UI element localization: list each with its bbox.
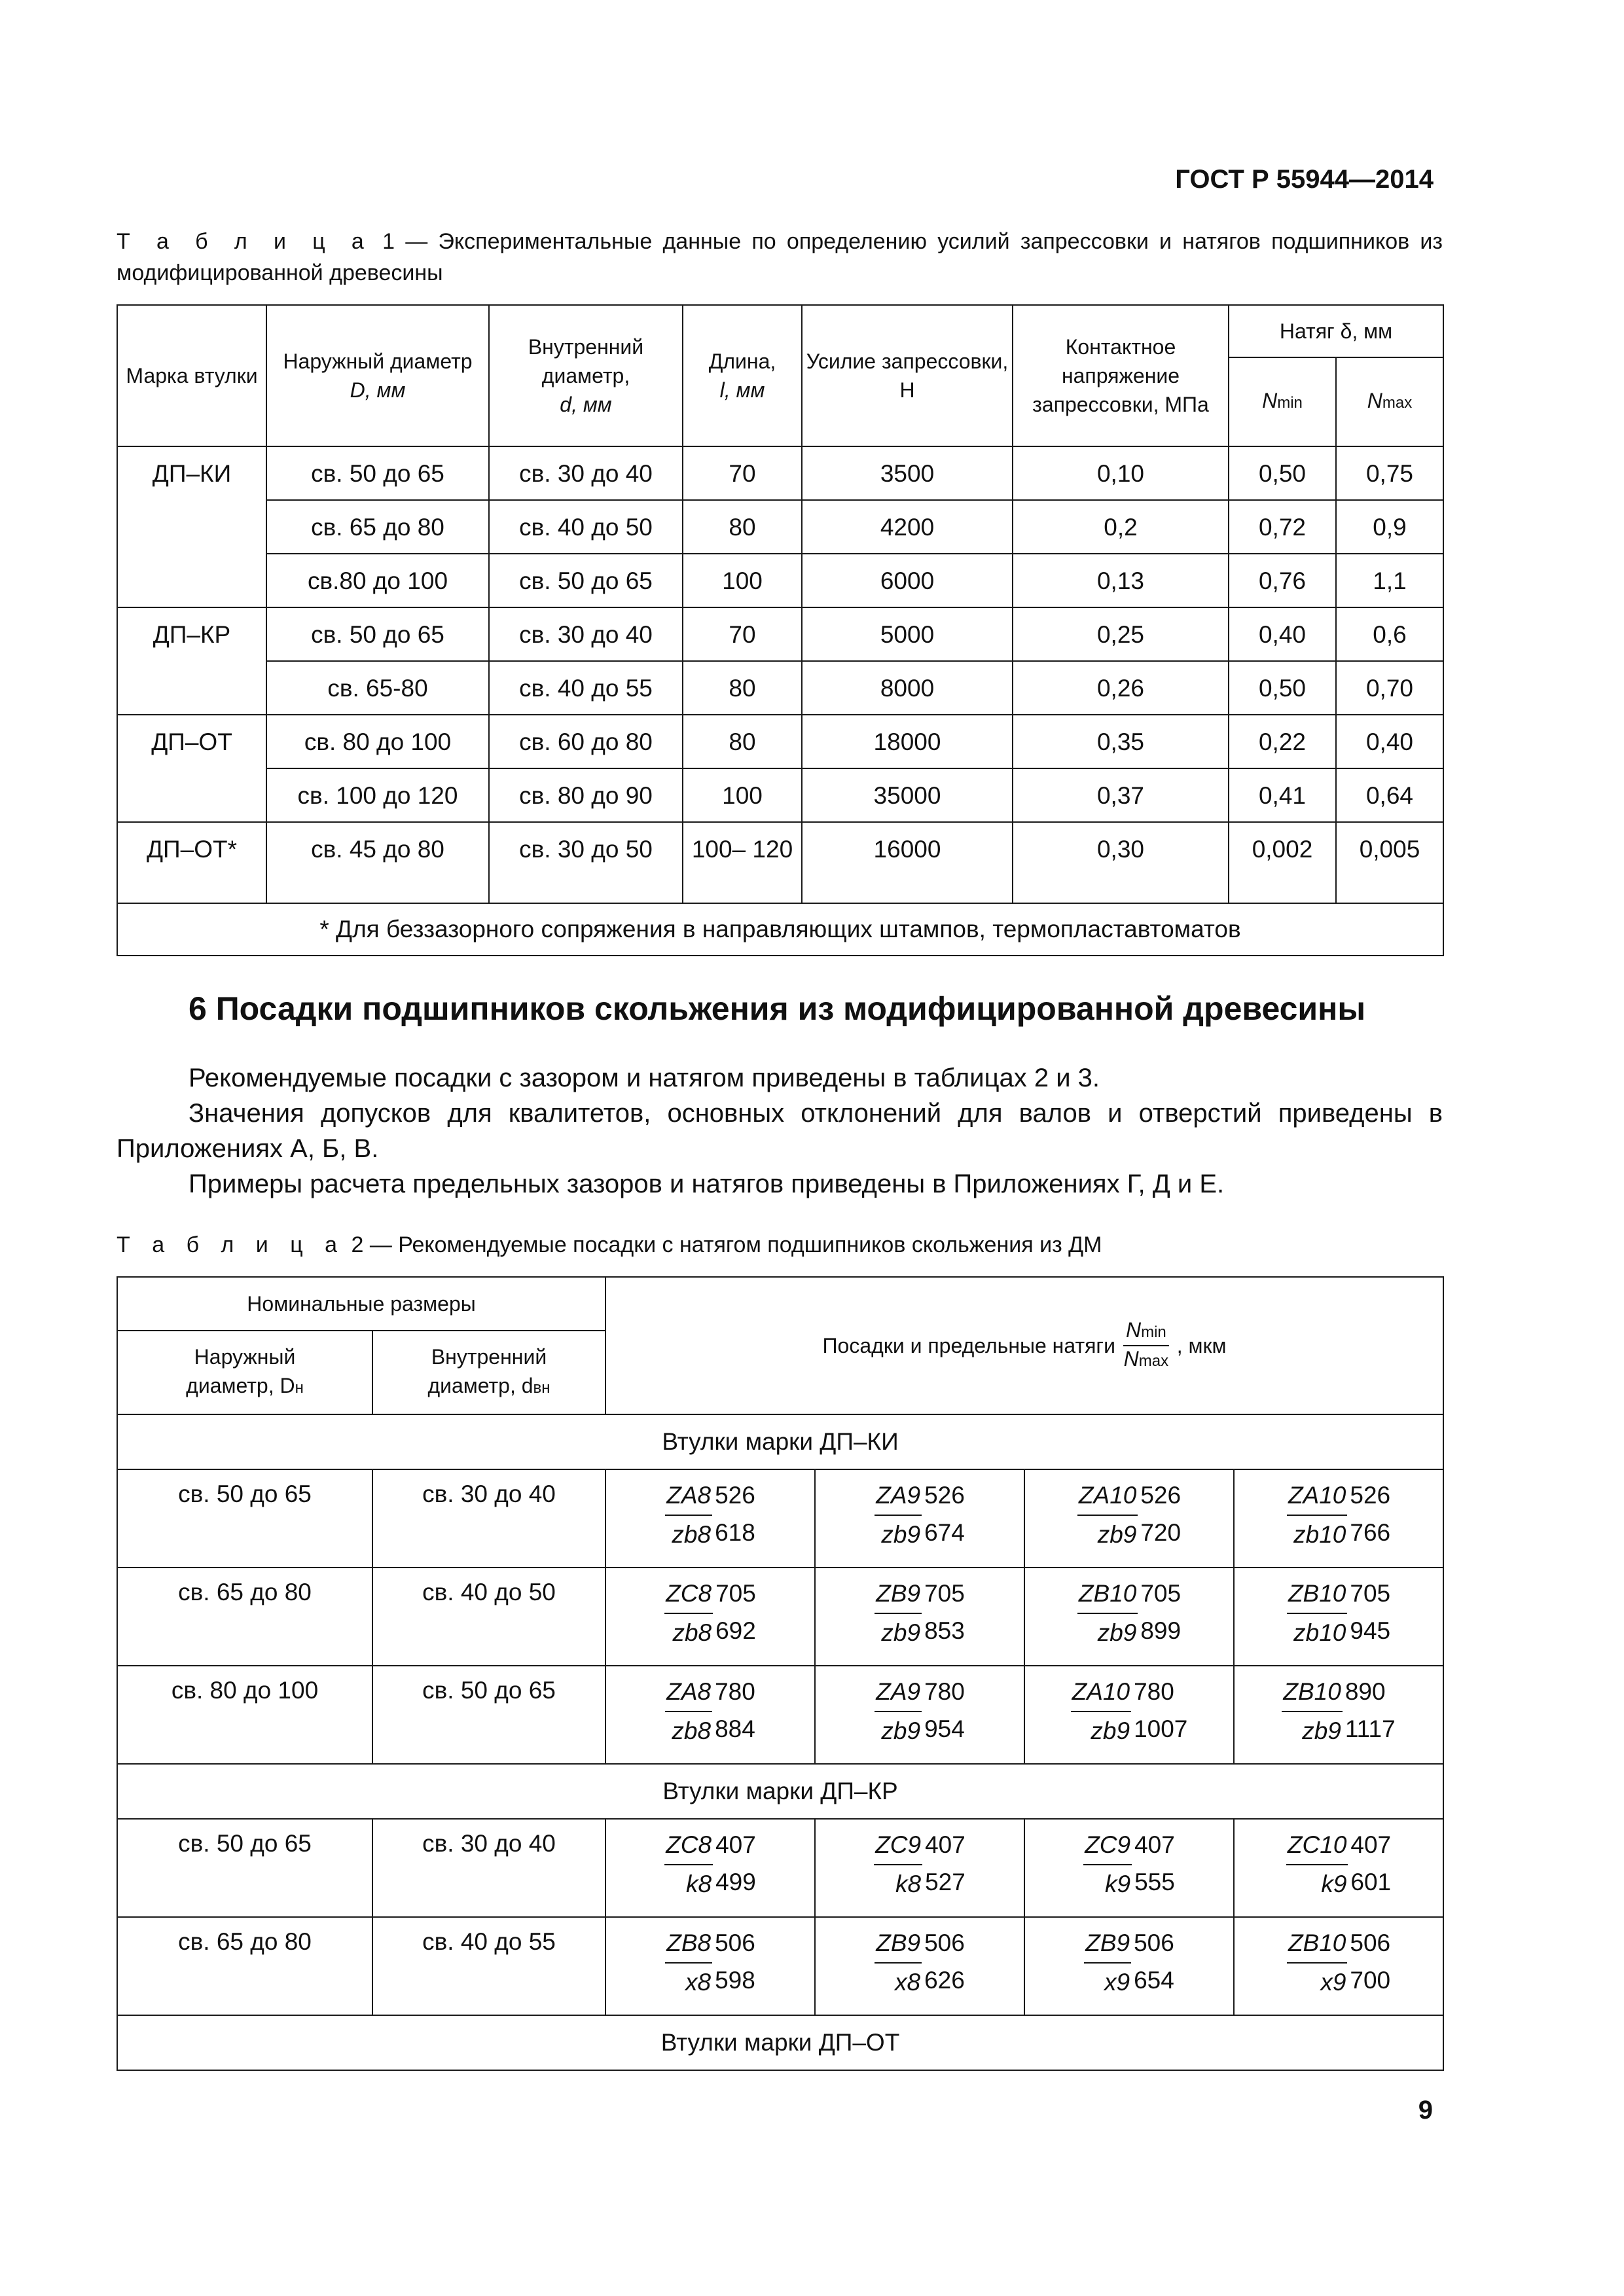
hole-tolerance: ZA10	[1077, 1479, 1138, 1516]
t2-cell-fit	[1024, 1666, 1234, 1764]
fit-fraction	[874, 1829, 922, 1901]
fit-wrapper	[816, 1676, 1024, 1748]
t1-cell: 6000	[802, 554, 1013, 607]
t1-cell: св. 40 до 50	[489, 500, 683, 554]
hole-tolerance: ZC8	[664, 1829, 713, 1865]
shaft-tolerance: k9	[1321, 1871, 1347, 1897]
t1-cell: св. 65 до 80	[266, 500, 489, 554]
t2-cell-fit	[605, 1917, 815, 2015]
nmin-value: 407	[715, 1831, 756, 1858]
hole-tolerance: ZB10	[1077, 1577, 1138, 1614]
nmin-value: 705	[715, 1580, 756, 1607]
hole-tolerance: ZA10	[1287, 1479, 1347, 1516]
t1-cell: 16000	[802, 822, 1013, 903]
t1-cell: 70	[683, 446, 802, 500]
t2-cell-fit	[1024, 1568, 1234, 1666]
t1-cell: св. 60 до 80	[489, 715, 683, 768]
t1-cell: св. 30 до 40	[489, 446, 683, 500]
t1-cell: 80	[683, 715, 802, 768]
fit-fraction	[1084, 1927, 1131, 1999]
t1-cell: св. 50 до 65	[489, 554, 683, 607]
t1-cell: 0,005	[1336, 822, 1443, 903]
fit-fraction	[664, 1577, 713, 1649]
t2-header-inner: Внутренний диаметр, dвн	[372, 1331, 605, 1414]
t2-cell-fit	[1234, 1666, 1443, 1764]
t1-cell-grade: ДП–ОТ*	[117, 822, 266, 903]
group-row	[117, 2015, 1443, 2070]
shaft-tolerance: zb8	[672, 1521, 712, 1548]
fit-values	[1345, 1676, 1396, 1746]
nmin-value: 506	[924, 1929, 965, 1956]
t2-header-fits-fraction: $\frac{Nmin}{Nmax}$	[1123, 1318, 1169, 1371]
fit-wrapper	[816, 1577, 1024, 1649]
t1-cell: 0,22	[1229, 715, 1336, 768]
t1-cell: 0,25	[1013, 607, 1229, 661]
t1-header-nmin: Nmin	[1229, 357, 1336, 446]
page-number: 9	[1418, 2096, 1433, 2125]
table-row	[117, 715, 1443, 768]
fit-fraction	[1287, 1479, 1347, 1551]
hole-tolerance: ZC9	[1083, 1829, 1132, 1865]
shaft-tolerance: k8	[686, 1871, 712, 1897]
nmin-value: 705	[1350, 1580, 1391, 1607]
fit-values	[1140, 1479, 1181, 1549]
nmax-value: 555	[1134, 1868, 1175, 1895]
t1-cell: 0,76	[1229, 554, 1336, 607]
t1-cell: 0,10	[1013, 446, 1229, 500]
t2-header-outer: Наружный диаметр, Dн	[117, 1331, 372, 1414]
fit-designation	[1084, 1927, 1174, 1999]
fit-designation	[874, 1829, 965, 1901]
nmax-value: 692	[715, 1617, 756, 1644]
fit-wrapper	[606, 1676, 814, 1748]
t2-group-title: Втулки марки ДП–КИ	[117, 1414, 1443, 1469]
t2-cell-fit	[1234, 1568, 1443, 1666]
t1-cell: 0,50	[1229, 661, 1336, 715]
fit-fraction	[875, 1577, 922, 1649]
nmin-value: 407	[1350, 1831, 1392, 1858]
fit-wrapper	[606, 1577, 814, 1649]
fit-values	[925, 1829, 965, 1899]
fit-values	[1140, 1577, 1181, 1647]
nmin-value: 780	[924, 1678, 965, 1705]
t1-cell: 0,13	[1013, 554, 1229, 607]
t1-header-stress: Контактное напряжение запрессовки, МПа	[1013, 305, 1229, 446]
t2-cell-fit	[815, 1568, 1024, 1666]
nmin-value: 890	[1344, 1678, 1386, 1705]
fit-fraction	[1077, 1577, 1138, 1649]
fit-fraction	[665, 1479, 712, 1551]
table1	[117, 304, 1444, 956]
nmax-value: 499	[715, 1868, 756, 1895]
shaft-tolerance: x8	[685, 1969, 712, 1996]
fit-designation	[665, 1676, 755, 1748]
t2-cell-inner: св. 50 до 65	[372, 1666, 605, 1764]
paragraph-3: Примеры расчета предельных зазоров и натягов приведены в Приложениях Г, Д и Е.	[189, 1170, 1225, 1198]
fit-designation	[665, 1479, 755, 1551]
nmax-value: 954	[924, 1715, 965, 1742]
t1-cell: св. 40 до 55	[489, 661, 683, 715]
t2-cell-fit	[1024, 1469, 1234, 1568]
hole-tolerance: ZB9	[875, 1927, 922, 1964]
t1-cell: 0,75	[1336, 446, 1443, 500]
shaft-tolerance: zb9	[1097, 1521, 1137, 1548]
nmax-value: 720	[1140, 1518, 1182, 1546]
t2-cell-inner: св. 40 до 55	[372, 1917, 605, 2015]
fit-fraction	[875, 1927, 922, 1999]
fit-values	[1134, 1829, 1175, 1899]
table-row	[117, 500, 1443, 554]
nmax-value: 527	[925, 1868, 965, 1895]
fit-fraction	[875, 1676, 922, 1748]
t2-cell-outer: св. 50 до 65	[117, 1469, 372, 1568]
fit-values	[1350, 1927, 1390, 1997]
fit-fraction	[1282, 1676, 1342, 1748]
t2-cell-fit	[1024, 1917, 1234, 2015]
t1-cell-grade: ДП–КР	[117, 607, 266, 715]
nmin-value: 526	[1140, 1482, 1182, 1509]
section-title: 6 Посадки подшипников скольжения из модифицированной древесины	[189, 990, 1366, 1027]
paragraph-2: Значения допусков для квалитетов, основных отклонений для валов и отверстий приведены в Приложениях А, Б, В.	[117, 1099, 1443, 1163]
fit-fraction	[665, 1927, 712, 1999]
fit-values	[924, 1577, 965, 1647]
hole-tolerance: ZC8	[664, 1577, 713, 1614]
table-row	[117, 768, 1443, 822]
nmin-value: 526	[924, 1482, 965, 1509]
fit-designation	[664, 1577, 756, 1649]
fit-wrapper	[1025, 1479, 1233, 1551]
shaft-tolerance: zb10	[1293, 1521, 1346, 1548]
fit-wrapper	[606, 1927, 814, 1999]
nmin-value: 780	[1134, 1678, 1174, 1705]
fit-wrapper	[606, 1479, 814, 1551]
table-row	[117, 607, 1443, 661]
nmin-value: 705	[924, 1580, 965, 1607]
hole-tolerance: ZA8	[665, 1479, 712, 1516]
t1-cell: 100	[683, 554, 802, 607]
shaft-tolerance: zb8	[672, 1619, 712, 1646]
table1-caption	[117, 226, 1443, 289]
fit-fraction	[1071, 1676, 1131, 1748]
fit-wrapper	[1025, 1829, 1233, 1901]
t2-cell-fit	[605, 1819, 815, 1917]
fit-fraction	[1287, 1577, 1347, 1649]
fit-wrapper	[1235, 1927, 1443, 1999]
fit-designation	[664, 1829, 756, 1901]
fit-wrapper	[1235, 1577, 1443, 1649]
t2-cell-fit	[1234, 1819, 1443, 1917]
nmin-value: 506	[715, 1929, 755, 1956]
table-row	[117, 446, 1443, 500]
t2-cell-outer: св. 65 до 80	[117, 1917, 372, 2015]
t1-header-tension: Натяг δ, мм	[1229, 305, 1443, 357]
nmax-value: 654	[1134, 1966, 1174, 1994]
hole-tolerance: ZB10	[1287, 1927, 1347, 1964]
hole-tolerance: ZA9	[875, 1479, 922, 1516]
fit-designation	[875, 1927, 965, 1999]
nmax-value: 601	[1350, 1868, 1392, 1895]
t2-cell-fit	[605, 1568, 815, 1666]
hole-tolerance: ZB9	[875, 1577, 922, 1614]
fit-values	[924, 1927, 965, 1997]
shaft-tolerance: zb9	[1302, 1717, 1341, 1744]
t1-cell: 1,1	[1336, 554, 1443, 607]
t1-cell: св. 65-80	[266, 661, 489, 715]
t1-cell: св.80 до 100	[266, 554, 489, 607]
nmax-value: 1117	[1344, 1715, 1396, 1742]
t1-header-nmax: Nmax	[1336, 357, 1443, 446]
t1-cell: 0,35	[1013, 715, 1229, 768]
fit-fraction	[665, 1676, 712, 1748]
nmax-value: 853	[924, 1617, 965, 1644]
nmin-value: 407	[925, 1831, 965, 1858]
t1-cell: 80	[683, 500, 802, 554]
t1-cell: 4200	[802, 500, 1013, 554]
table-row	[117, 1568, 1443, 1666]
t1-cell: 5000	[802, 607, 1013, 661]
t2-group-title: Втулки марки ДП–КР	[117, 1764, 1443, 1819]
table-row	[117, 1819, 1443, 1917]
fit-values	[1350, 1829, 1391, 1899]
hole-tolerance: ZB9	[1084, 1927, 1131, 1964]
hole-tolerance: ZB8	[665, 1927, 712, 1964]
t1-header-inner: Внутренний диаметр, d, мм	[489, 305, 683, 446]
t1-cell: св. 80 до 100	[266, 715, 489, 768]
t1-cell: 100– 120	[683, 822, 802, 903]
t1-cell: 0,26	[1013, 661, 1229, 715]
t2-cell-inner: св. 30 до 40	[372, 1819, 605, 1917]
t1-header-force: Усилие запрессовки, Н	[802, 305, 1013, 446]
t1-cell: св. 80 до 90	[489, 768, 683, 822]
nmin-value: 506	[1134, 1929, 1174, 1956]
fit-values	[715, 1927, 755, 1997]
t1-cell-grade: ДП–КИ	[117, 446, 266, 607]
fit-designation	[1287, 1927, 1390, 1999]
fit-wrapper	[1235, 1676, 1443, 1748]
nmax-value: 1007	[1134, 1715, 1188, 1742]
t1-header-length: Длина, l, мм	[683, 305, 802, 446]
t2-cell-fit	[815, 1917, 1024, 2015]
fit-values	[1134, 1676, 1187, 1746]
fit-wrapper	[1025, 1676, 1233, 1748]
fit-wrapper	[816, 1829, 1024, 1901]
nmin-value: 705	[1140, 1580, 1182, 1607]
t2-cell-fit	[605, 1469, 815, 1568]
paragraph-1: Рекомендуемые посадки с зазором и натягом приведены в таблицах 2 и 3.	[189, 1064, 1100, 1092]
fit-fraction	[875, 1479, 922, 1551]
t1-cell: св. 30 до 50	[489, 822, 683, 903]
table-row	[117, 554, 1443, 607]
t2-cell-fit	[1234, 1469, 1443, 1568]
shaft-tolerance: k9	[1105, 1871, 1131, 1897]
shaft-tolerance: x9	[1104, 1969, 1130, 1996]
t1-cell: 8000	[802, 661, 1013, 715]
hole-tolerance: ZA10	[1071, 1676, 1131, 1712]
t1-cell: св. 50 до 65	[266, 607, 489, 661]
t1-cell: 80	[683, 661, 802, 715]
fit-fraction	[1287, 1927, 1347, 1999]
fit-designation	[875, 1479, 965, 1551]
t2-header-fits: Посадки и предельные натяги $\frac{Nmin}{Nmax}$ , мкм	[605, 1277, 1443, 1414]
t1-cell: 100	[683, 768, 802, 822]
fit-values	[924, 1676, 965, 1746]
t2-cell-fit	[815, 1819, 1024, 1917]
t2-group-title: Втулки марки ДП–ОТ	[117, 2015, 1443, 2070]
shaft-tolerance: zb9	[1091, 1717, 1130, 1744]
group-row	[117, 1414, 1443, 1469]
t1-cell: 70	[683, 607, 802, 661]
t1-cell: 3500	[802, 446, 1013, 500]
t1-cell: 0,30	[1013, 822, 1229, 903]
fit-designation	[1282, 1676, 1395, 1748]
shaft-tolerance: k8	[895, 1871, 922, 1897]
fit-wrapper	[1235, 1479, 1443, 1551]
t1-cell: 0,37	[1013, 768, 1229, 822]
shaft-tolerance: zb9	[881, 1717, 921, 1744]
t2-cell-fit	[1234, 1917, 1443, 2015]
table-row	[117, 1666, 1443, 1764]
fit-values	[924, 1479, 965, 1549]
table2-caption-label: Т а б л и ц а	[117, 1232, 346, 1257]
table2-caption	[117, 1229, 1443, 1261]
fit-designation	[875, 1676, 965, 1748]
fit-fraction	[664, 1829, 713, 1901]
t1-cell: 18000	[802, 715, 1013, 768]
fit-designation	[1286, 1829, 1391, 1901]
nmax-value: 700	[1350, 1966, 1391, 1994]
nmax-value: 598	[715, 1966, 755, 1994]
table-row	[117, 822, 1443, 903]
fit-designation	[1077, 1479, 1181, 1551]
t1-cell: 0,70	[1336, 661, 1443, 715]
t1-header-grade: Марка втулки	[117, 305, 266, 446]
shaft-tolerance: zb9	[1097, 1619, 1137, 1646]
t2-header-nominal: Номинальные размеры	[117, 1277, 605, 1331]
t1-cell: 0,002	[1229, 822, 1336, 903]
t1-footnote: * Для беззазорного сопряжения в направляющих штампов, термопластавтоматов	[117, 903, 1443, 956]
t1-cell: 0,40	[1229, 607, 1336, 661]
hole-tolerance: ZB10	[1282, 1676, 1342, 1712]
hole-tolerance: ZA8	[665, 1676, 712, 1712]
t1-cell: св. 30 до 40	[489, 607, 683, 661]
t1-cell: 0,64	[1336, 768, 1443, 822]
shaft-tolerance: zb10	[1293, 1619, 1346, 1646]
fit-values	[715, 1479, 755, 1549]
t1-cell: 0,40	[1336, 715, 1443, 768]
nmax-value: 674	[924, 1518, 965, 1546]
fit-values	[1350, 1577, 1390, 1647]
t2-cell-outer: св. 50 до 65	[117, 1819, 372, 1917]
nmin-value: 780	[715, 1678, 755, 1705]
nmax-value: 899	[1140, 1617, 1182, 1644]
t2-cell-fit	[605, 1666, 815, 1764]
hole-tolerance: ZC10	[1286, 1829, 1348, 1865]
fit-values	[715, 1577, 756, 1647]
shaft-tolerance: zb9	[881, 1521, 921, 1548]
fit-wrapper	[606, 1829, 814, 1901]
t1-cell: 0,9	[1336, 500, 1443, 554]
table-row	[117, 1917, 1443, 2015]
t2-cell-inner: св. 30 до 40	[372, 1469, 605, 1568]
fit-values	[1134, 1927, 1174, 1997]
fit-values	[715, 1676, 755, 1746]
group-row	[117, 1764, 1443, 1819]
nmin-value: 526	[715, 1482, 755, 1509]
shaft-tolerance: zb8	[672, 1717, 712, 1744]
nmax-value: 945	[1350, 1617, 1391, 1644]
fit-fraction	[1083, 1829, 1132, 1901]
fit-designation	[1287, 1577, 1390, 1649]
t1-cell: 0,41	[1229, 768, 1336, 822]
t1-header-outer: Наружный диаметр D, мм	[266, 305, 489, 446]
table2-caption-text: 2 — Рекомендуемые посадки с натягом подшипников скольжения из ДМ	[351, 1232, 1102, 1257]
t1-cell: св. 45 до 80	[266, 822, 489, 903]
hole-tolerance: ZB10	[1287, 1577, 1347, 1614]
fit-wrapper	[1025, 1927, 1233, 1999]
t1-cell-grade: ДП–ОТ	[117, 715, 266, 822]
shaft-tolerance: zb9	[881, 1619, 921, 1646]
hole-tolerance: ZA9	[875, 1676, 922, 1712]
t1-cell: св. 100 до 120	[266, 768, 489, 822]
t1-cell: св. 50 до 65	[266, 446, 489, 500]
fit-designation	[1083, 1829, 1175, 1901]
table-row-footnote	[117, 903, 1443, 956]
hole-tolerance: ZC9	[874, 1829, 922, 1865]
t1-cell: 0,72	[1229, 500, 1336, 554]
fit-wrapper	[1235, 1829, 1443, 1901]
t2-cell-fit	[815, 1469, 1024, 1568]
t2-cell-fit	[815, 1666, 1024, 1764]
table-row	[117, 1469, 1443, 1568]
fit-fraction	[1286, 1829, 1348, 1901]
t2-cell-outer: св. 80 до 100	[117, 1666, 372, 1764]
nmax-value: 766	[1350, 1518, 1391, 1546]
nmin-value: 407	[1134, 1831, 1175, 1858]
t2-cell-outer: св. 65 до 80	[117, 1568, 372, 1666]
fit-designation	[665, 1927, 755, 1999]
shaft-tolerance: x8	[895, 1969, 921, 1996]
fit-values	[715, 1829, 756, 1899]
t1-cell: 0,50	[1229, 446, 1336, 500]
table-row	[117, 661, 1443, 715]
shaft-tolerance: x9	[1320, 1969, 1346, 1996]
fit-designation	[1077, 1577, 1181, 1649]
t1-cell: 0,6	[1336, 607, 1443, 661]
nmax-value: 884	[715, 1715, 755, 1742]
fit-wrapper	[816, 1479, 1024, 1551]
fit-designation	[1071, 1676, 1188, 1748]
fit-fraction	[1077, 1479, 1138, 1551]
fit-designation	[875, 1577, 965, 1649]
nmin-value: 526	[1350, 1482, 1391, 1509]
t1-cell: 0,2	[1013, 500, 1229, 554]
table1-caption-label: Т а б л и ц а	[117, 229, 372, 254]
fit-designation	[1287, 1479, 1390, 1551]
t2-cell-inner: св. 40 до 50	[372, 1568, 605, 1666]
fit-wrapper	[816, 1927, 1024, 1999]
nmin-value: 506	[1350, 1929, 1391, 1956]
document-code: ГОСТ Р 55944—2014	[1175, 165, 1434, 194]
table1-caption-text: 1 — Экспериментальные данные по определению усилий запрессовки и натягов подшипников из модифицированной древесины	[117, 229, 1443, 285]
nmax-value: 618	[715, 1518, 755, 1546]
table2	[117, 1276, 1444, 2071]
t2-cell-fit	[1024, 1819, 1234, 1917]
t1-cell: 35000	[802, 768, 1013, 822]
fit-values	[1350, 1479, 1390, 1549]
nmax-value: 626	[924, 1966, 965, 1994]
fit-wrapper	[1025, 1577, 1233, 1649]
